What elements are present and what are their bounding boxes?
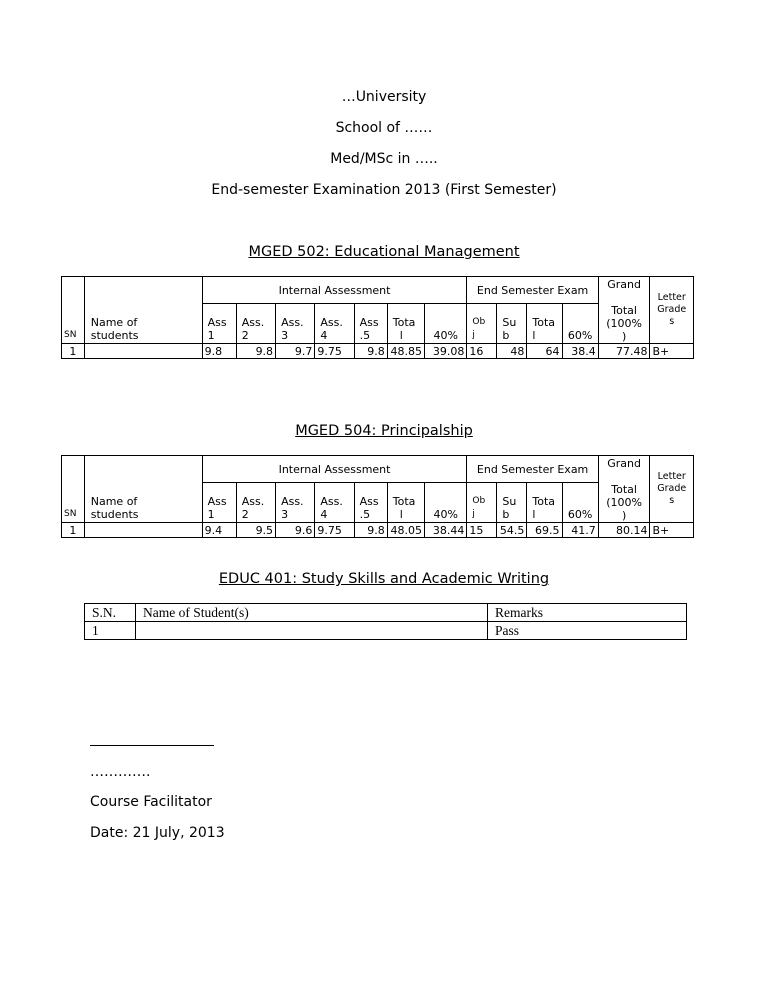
- cell-60pct: 38.4: [562, 344, 598, 359]
- cell-remarks: Pass: [488, 622, 687, 640]
- cell-letter: B+: [650, 523, 694, 538]
- header-ass5: Ass .5: [354, 483, 387, 523]
- exam-line: End-semester Examination 2013 (First Semester): [211, 182, 557, 198]
- header-ass1: Ass 1: [202, 304, 236, 344]
- cell-total-ia: 48.85: [387, 344, 424, 359]
- cell-ass5: 9.8: [354, 523, 387, 538]
- table-row: [62, 344, 694, 359]
- cell-grand: 77.48: [598, 344, 650, 359]
- header-student-name: Name of Student(s): [136, 604, 488, 622]
- grade-table: [61, 455, 694, 538]
- signature-date: Date: 21 July, 2013: [90, 825, 225, 841]
- header-obj: Ob j: [467, 304, 497, 344]
- cell-ass2: 9.5: [236, 523, 275, 538]
- header-sub: Su b: [497, 483, 527, 523]
- cell-total-es: 64: [527, 344, 562, 359]
- cell-sn: 1: [85, 622, 136, 640]
- header-grand-total: Grand Total (100% ): [598, 277, 650, 344]
- cell-sub: 48: [497, 344, 527, 359]
- signature-role: Course Facilitator: [90, 794, 212, 810]
- cell-ass2: 9.8: [236, 344, 275, 359]
- header-grand-total: Grand Total (100% ): [598, 456, 650, 523]
- cell-total-ia: 48.05: [387, 523, 424, 538]
- school-line: School of ……: [335, 120, 433, 136]
- signature-name-placeholder: ………….: [90, 764, 151, 780]
- header-ass3: Ass. 3: [276, 483, 315, 523]
- cell-ass1: 9.4: [202, 523, 236, 538]
- header-ass3: Ass. 3: [276, 304, 315, 344]
- course-title: MGED 502: Educational Management: [248, 244, 520, 260]
- header-total-es: Tota l: [527, 483, 562, 523]
- cell-letter: B+: [650, 344, 694, 359]
- header-internal-assessment: Internal Assessment: [202, 456, 467, 483]
- header-ass2: Ass. 2: [236, 483, 275, 523]
- header-total-ia: Tota l: [387, 483, 424, 523]
- cell-ass3: 9.6: [276, 523, 315, 538]
- header-letter-grade: Letter Grade s: [650, 456, 694, 523]
- cell-grand: 80.14: [598, 523, 650, 538]
- header-ass4: Ass. 4: [315, 483, 354, 523]
- header-ass4: Ass. 4: [315, 304, 354, 344]
- grade-table: [61, 276, 694, 359]
- header-obj: Ob j: [467, 483, 497, 523]
- cell-ass4: 9.75: [315, 344, 354, 359]
- header-40pct: 40%: [424, 483, 466, 523]
- table-row: [62, 523, 694, 538]
- header-sn: S.N.: [85, 604, 136, 622]
- header-end-semester: End Semester Exam: [467, 456, 598, 483]
- cell-ass5: 9.8: [354, 344, 387, 359]
- header-sn: SN: [62, 277, 85, 344]
- cell-60pct: 41.7: [562, 523, 598, 538]
- header-letter-grade: Letter Grade s: [650, 277, 694, 344]
- cell-sub: 54.5: [497, 523, 527, 538]
- cell-40pct: 39.08: [424, 344, 466, 359]
- cell-40pct: 38.44: [424, 523, 466, 538]
- header-internal-assessment: Internal Assessment: [202, 277, 467, 304]
- cell-obj: 15: [467, 523, 497, 538]
- cell-name: [84, 344, 202, 359]
- header-name: Name of students: [84, 456, 202, 523]
- header-40pct: 40%: [424, 304, 466, 344]
- header-ass1: Ass 1: [202, 483, 236, 523]
- cell-ass4: 9.75: [315, 523, 354, 538]
- cell-total-es: 69.5: [527, 523, 562, 538]
- cell-ass3: 9.7: [276, 344, 315, 359]
- header-ass5: Ass .5: [354, 304, 387, 344]
- table-row: [85, 622, 687, 640]
- signature-line: [90, 745, 214, 746]
- header-remarks: Remarks: [488, 604, 687, 622]
- remarks-table: [84, 603, 687, 640]
- header-total-es: Tota l: [527, 304, 562, 344]
- cell-sn: 1: [62, 523, 85, 538]
- cell-obj: 16: [467, 344, 497, 359]
- header-end-semester: End Semester Exam: [467, 277, 598, 304]
- header-sn: SN: [62, 456, 85, 523]
- course-title: MGED 504: Principalship: [295, 423, 473, 439]
- program-line: Med/MSc in …..: [330, 151, 438, 167]
- university-line: …University: [341, 89, 427, 105]
- cell-student-name: [136, 622, 488, 640]
- header-60pct: 60%: [562, 304, 598, 344]
- header-ass2: Ass. 2: [236, 304, 275, 344]
- header-name: Name of students: [84, 277, 202, 344]
- header-total-ia: Tota l: [387, 304, 424, 344]
- cell-sn: 1: [62, 344, 85, 359]
- cell-name: [84, 523, 202, 538]
- cell-ass1: 9.8: [202, 344, 236, 359]
- course-title: EDUC 401: Study Skills and Academic Writing: [218, 571, 550, 587]
- header-60pct: 60%: [562, 483, 598, 523]
- header-sub: Su b: [497, 304, 527, 344]
